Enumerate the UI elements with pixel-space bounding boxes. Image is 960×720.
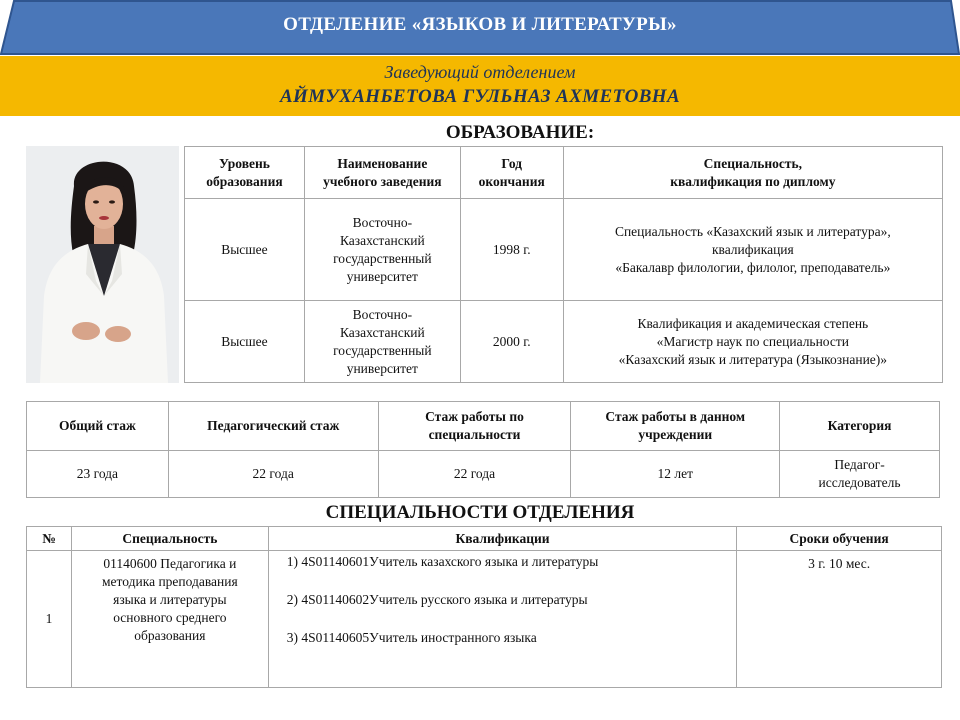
qualification-item: 1) 4S01140601Учитель казахского языка и литературы (286, 554, 599, 569)
header-qualifications: Квалификации (268, 527, 736, 551)
header-total-experience: Общий стаж (27, 402, 169, 451)
header-number: № (27, 527, 72, 551)
study-duration: 3 г. 10 мес. (737, 551, 942, 688)
table-row (185, 199, 943, 301)
qualification-item: 2) 4S01140602Учитель русского языка и литературы (286, 592, 588, 607)
category-value: Педагог- исследователь (780, 451, 940, 498)
education-institution: Восточно- Казахстанский государственный университет (304, 301, 460, 383)
education-year: 1998 г. (460, 199, 563, 301)
education-level: Высшее (185, 199, 305, 301)
specialties-table (26, 526, 942, 688)
head-role: Заведующий отделением (384, 62, 576, 82)
education-level: Высшее (185, 301, 305, 383)
education-title: ОБРАЗОВАНИЕ: (445, 122, 595, 143)
experience-table (26, 401, 940, 498)
portrait-photo (26, 146, 179, 383)
header-year: Год окончания (460, 147, 563, 199)
header-teaching-experience: Педагогический стаж (168, 402, 378, 451)
education-header-row (185, 147, 943, 199)
header-institution: Наименование учебного заведения (304, 147, 460, 199)
row-number: 1 (27, 551, 72, 688)
specialty-experience-value: 22 года (378, 451, 571, 498)
qualification-item: 3) 4S01140605Учитель иностранного языка (286, 630, 537, 645)
header-institution-experience: Стаж работы в данном учреждении (571, 402, 780, 451)
head-of-department-strip (0, 56, 960, 116)
table-row (185, 301, 943, 383)
header-level: Уровень образования (185, 147, 305, 199)
header-specialty: Специальность, квалификация по диплому (563, 147, 942, 199)
education-specialty: Квалификация и академическая степень «Магистр наук по специальности «Казахский язык и литература (Языкознание)» (563, 301, 942, 383)
education-institution: Восточно- Казахстанский государственный университет (304, 199, 460, 301)
total-experience-value: 23 года (27, 451, 169, 498)
header-category: Категория (780, 402, 940, 451)
specialties-title: СПЕЦИАЛЬНОСТИ ОТДЕЛЕНИЯ (325, 502, 635, 523)
education-year: 2000 г. (460, 301, 563, 383)
header-banner (0, 0, 960, 56)
header-specialty-experience: Стаж работы по специальности (378, 402, 571, 451)
table-row (27, 551, 942, 688)
header-duration: Сроки обучения (737, 527, 942, 551)
specialties-header-row (27, 527, 942, 551)
table-row (27, 451, 940, 498)
education-specialty: Специальность «Казахский язык и литература», квалификация «Бакалавр филологии, филолог, преподаватель» (563, 199, 942, 301)
specialty-name: 01140600 Педагогика и методика преподавания языка и литературы основного среднего образования (71, 551, 268, 688)
teaching-experience-value: 22 года (168, 451, 378, 498)
education-table (184, 146, 943, 383)
department-title: ОТДЕЛЕНИЕ «ЯЗЫКОВ И ЛИТЕРАТУРЫ» (283, 14, 677, 35)
header-specialty: Специальность (71, 527, 268, 551)
institution-experience-value: 12 лет (571, 451, 780, 498)
person-portrait-icon (26, 146, 179, 383)
experience-header-row (27, 402, 940, 451)
qualifications-list (268, 551, 736, 688)
head-name: АЙМУХАНБЕТОВА ГУЛЬНАЗ АХМЕТОВНА (279, 86, 681, 107)
